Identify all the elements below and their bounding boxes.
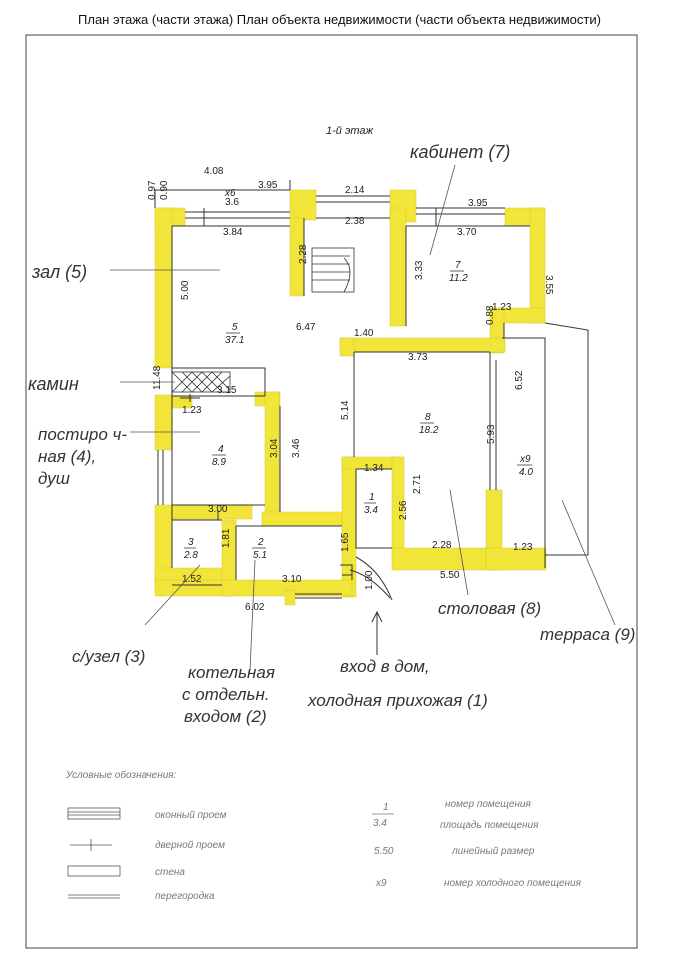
dim: 6.47 bbox=[296, 322, 316, 333]
legend-window-symbol bbox=[68, 808, 120, 819]
dim: 11.48 bbox=[152, 365, 163, 390]
room-9-number: x9 bbox=[520, 454, 531, 465]
dim: 0.90 bbox=[159, 180, 170, 200]
label-postirochnaya-c: душ bbox=[38, 469, 70, 488]
legend bbox=[65, 769, 582, 902]
dim: 3.15 bbox=[217, 385, 237, 396]
dim: 0.97 bbox=[147, 180, 158, 200]
dim: 1.23 bbox=[513, 542, 533, 553]
room-8-number: 8 bbox=[425, 412, 431, 423]
dim: 1.34 bbox=[364, 463, 384, 474]
dim: 3.33 bbox=[414, 260, 425, 280]
page-title: План этажа (части этажа) План объекта недвижимости (части объекта недвижимости) bbox=[78, 12, 601, 27]
legend-num-top: 1 bbox=[383, 802, 389, 813]
floor-label: 1-й этаж bbox=[326, 125, 374, 137]
label-kamin: камин bbox=[28, 374, 79, 394]
dim: 2.14 bbox=[345, 185, 365, 196]
label-suzel: с/узел (3) bbox=[72, 647, 146, 666]
dim: x6 bbox=[225, 188, 236, 199]
label-kotelnaya-a: котельная bbox=[188, 663, 275, 682]
legend-partition-symbol bbox=[68, 895, 120, 898]
label-vhod-a: вход в дом, bbox=[340, 657, 430, 676]
dim: 1.52 bbox=[182, 574, 202, 585]
room-3-number: 3 bbox=[188, 537, 194, 548]
dim: 3.84 bbox=[223, 227, 243, 238]
room-4-number: 4 bbox=[218, 444, 224, 455]
room-2-area: 5.1 bbox=[253, 550, 267, 561]
legend-door-symbol bbox=[70, 839, 112, 851]
dim: 5.00 bbox=[180, 280, 191, 300]
dim: 3.04 bbox=[269, 438, 280, 458]
dim: 5.93 bbox=[486, 424, 497, 444]
room-1-number: 1 bbox=[369, 492, 375, 503]
dim: 1.23 bbox=[492, 302, 512, 313]
legend-wall-symbol bbox=[68, 866, 120, 876]
label-vhod-b: холодная прихожая (1) bbox=[308, 691, 488, 710]
dim: 5.14 bbox=[340, 400, 351, 420]
dim: 1.40 bbox=[354, 328, 374, 339]
label-kabinet: кабинет (7) bbox=[410, 142, 511, 162]
legend-area-label: площадь помещения bbox=[440, 820, 539, 831]
dim: 2.28 bbox=[432, 540, 452, 551]
dim: 3.00 bbox=[208, 504, 228, 515]
dim: 2.71 bbox=[412, 474, 423, 494]
dim: 4.08 bbox=[204, 166, 224, 177]
label-terrasa: терраса (9) bbox=[540, 625, 636, 644]
entrance-arrow bbox=[372, 612, 382, 655]
label-kotelnaya-b: с отдельн. bbox=[182, 685, 270, 704]
room-7-area: 11.2 bbox=[449, 273, 468, 284]
legend-partition-label: перегородка bbox=[155, 891, 215, 902]
dim: 1.00 bbox=[364, 570, 375, 590]
dim: 3.46 bbox=[291, 438, 302, 458]
dim: 2.28 bbox=[298, 244, 309, 264]
dim: 3.10 bbox=[282, 574, 302, 585]
dim: 3.95 bbox=[258, 180, 278, 191]
room-9-area: 4.0 bbox=[519, 467, 533, 478]
room-5-number: 5 bbox=[232, 322, 238, 333]
room-5-area: 37.1 bbox=[225, 335, 245, 346]
label-zal: зал (5) bbox=[32, 262, 88, 282]
dim: 3.73 bbox=[408, 352, 428, 363]
dim: 2.56 bbox=[398, 500, 409, 520]
dim: 1.23 bbox=[182, 405, 202, 416]
dim: 3.95 bbox=[468, 198, 488, 209]
legend-title: Условные обозначения: bbox=[66, 770, 177, 781]
legend-dim-label: линейный размер bbox=[452, 846, 535, 857]
room-3-area: 2.8 bbox=[184, 550, 198, 561]
label-postirochnaya-a: постиро ч- bbox=[38, 425, 128, 444]
legend-num-label: номер помещения bbox=[445, 799, 531, 810]
room-4-area: 8.9 bbox=[212, 457, 226, 468]
legend-window-label: оконный проем bbox=[155, 810, 227, 821]
room-7-number: 7 bbox=[455, 260, 461, 271]
legend-door-label: дверной проем bbox=[155, 840, 225, 851]
dim: 6.02 bbox=[245, 602, 265, 613]
dim: 0.88 bbox=[485, 305, 496, 325]
legend-num-bottom: 3.4 bbox=[373, 818, 387, 829]
staircase bbox=[312, 248, 354, 292]
dim: 1.81 bbox=[221, 528, 232, 548]
legend-cold-label: номер холодного помещения bbox=[444, 878, 581, 889]
dim: 5.50 bbox=[440, 570, 460, 581]
dim: 1.65 bbox=[340, 532, 351, 552]
dim: 6.52 bbox=[514, 370, 525, 390]
label-kotelnaya-c: входом (2) bbox=[184, 707, 267, 726]
legend-cold-sample: x9 bbox=[376, 878, 387, 889]
legend-dim-sample: 5.50 bbox=[374, 846, 394, 857]
room-8-area: 18.2 bbox=[419, 425, 439, 436]
legend-wall-label: стена bbox=[155, 867, 185, 878]
dim: 3.6 bbox=[225, 197, 239, 208]
label-stolovaya: столовая (8) bbox=[438, 599, 542, 618]
label-postirochnaya-b: ная (4), bbox=[38, 447, 97, 466]
dim: 2.38 bbox=[345, 216, 365, 227]
room-1-area: 3.4 bbox=[364, 505, 378, 516]
dim: 3.70 bbox=[457, 227, 477, 238]
room-2-number: 2 bbox=[258, 537, 264, 548]
dim: 3.55 bbox=[543, 275, 554, 295]
